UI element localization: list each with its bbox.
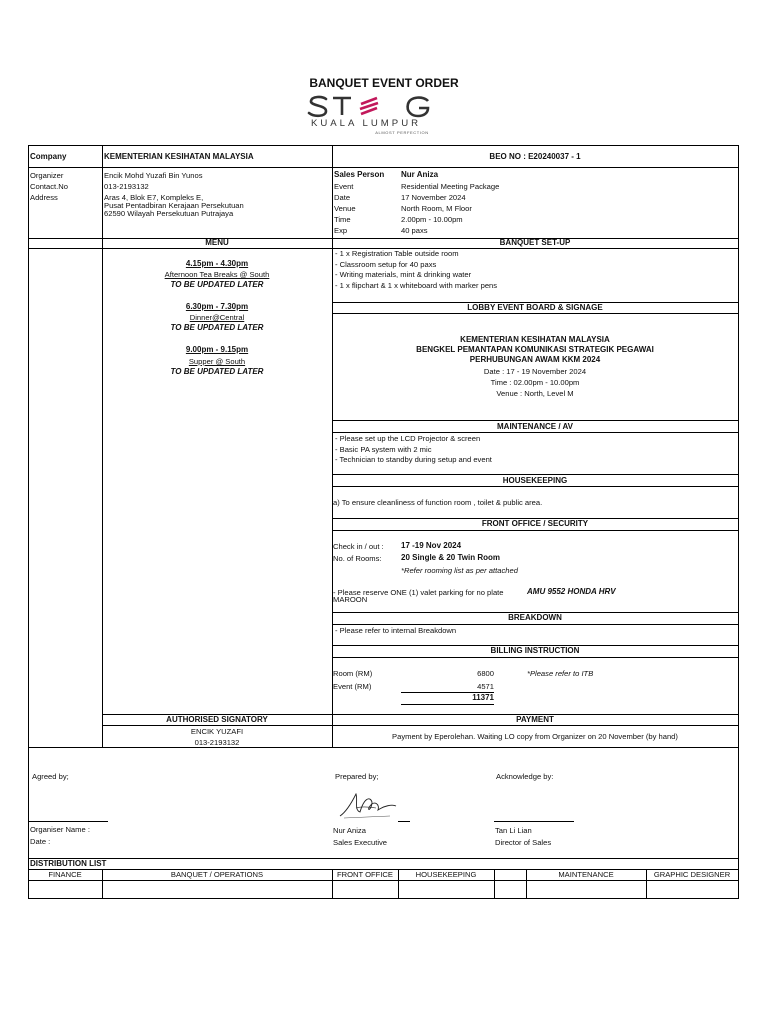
address-line-2: Pusat Pentadbiran Kerajaan Persekutuan xyxy=(104,201,244,210)
distribution-column: FRONT OFFICE xyxy=(337,870,393,879)
sales-person-value: Nur Aniza xyxy=(401,170,439,179)
setup-heading: BANQUET SET-UP xyxy=(499,238,571,247)
setup-item: - Writing materials, mint & drinking water xyxy=(335,270,472,279)
lobby-line: BENGKEL PEMANTAPAN KOMUNIKASI STRATEGIK PEGAWAI xyxy=(416,345,654,354)
distribution-column: HOUSEKEEPING xyxy=(415,870,477,879)
distribution-heading: DISTRIBUTION LIST xyxy=(30,859,107,868)
prepared-title: Sales Executive xyxy=(333,838,388,847)
menu-name: Dinner@Central xyxy=(189,313,245,322)
steg-logo xyxy=(300,94,438,140)
menu-note: TO BE UPDATED LATER xyxy=(170,367,264,376)
prepared-label: Prepared by; xyxy=(335,772,379,781)
rooms-note: *Refer rooming list as per attached xyxy=(401,566,518,575)
time-value: 2.00pm - 10.00pm xyxy=(401,215,463,224)
menu-time: 9.00pm - 9.15pm xyxy=(185,345,249,354)
organiser-date-label: Date : xyxy=(30,837,51,846)
lobby-line: PERHUBUNGAN AWAM KKM 2024 xyxy=(469,355,601,364)
billing-event-label: Event (RM) xyxy=(333,682,372,691)
housekeeping-text: a) To ensure cleanliness of function room , toilet & public area. xyxy=(333,498,543,507)
contact-label: Contact.No xyxy=(30,182,68,191)
rooms-label: No. of Rooms: xyxy=(333,554,382,563)
signature-image xyxy=(336,788,400,824)
lobby-heading: LOBBY EVENT BOARD & SIGNAGE xyxy=(467,303,603,312)
exp-value: 40 paxs xyxy=(401,226,428,235)
agreed-label: Agreed by; xyxy=(32,772,69,781)
lobby-venue: Venue : North, Level M xyxy=(496,389,574,398)
lobby-date: Date : 17 - 19 November 2024 xyxy=(483,367,587,376)
parking-text: - Please reserve ONE (1) valet parking for no plate xyxy=(333,588,504,597)
maintenance-item: - Technician to standby during setup and event xyxy=(335,455,492,464)
organiser-name-label: Organiser Name : xyxy=(30,825,90,834)
lobby-time: Time : 02.00pm - 10.00pm xyxy=(490,378,580,387)
event-value: Residential Meeting Package xyxy=(401,182,500,191)
billing-room-label: Room (RM) xyxy=(333,669,373,678)
setup-item: - Classroom setup for 40 paxs xyxy=(335,260,437,269)
payment-text: Payment by Eperolehan. Waiting LO copy from Organizer on 20 November (by hand) xyxy=(392,732,678,741)
menu-name: Afternoon Tea Breaks @ South xyxy=(164,270,270,279)
acknowledge-title: Director of Sales xyxy=(495,838,552,847)
billing-total: 11371 xyxy=(472,693,494,702)
signatory-phone: 013-2193132 xyxy=(194,738,240,747)
billing-event-value: 4571 xyxy=(477,682,494,691)
venue-label: Venue xyxy=(334,204,356,213)
signatory-heading: AUTHORISED SIGNATORY xyxy=(166,715,268,724)
billing-total-rule-bottom xyxy=(401,704,494,705)
menu-time: 4.15pm - 4.30pm xyxy=(185,259,249,268)
payment-heading: PAYMENT xyxy=(516,715,554,724)
maintenance-heading: MAINTENANCE / AV xyxy=(497,422,573,431)
checkin-value: 17 -19 Nov 2024 xyxy=(401,541,462,550)
checkin-label: Check in / out : xyxy=(333,542,384,551)
setup-item: - 1 x flipchart & 1 x whiteboard with marker pens xyxy=(335,281,498,290)
menu-note: TO BE UPDATED LATER xyxy=(170,323,264,332)
organizer-value: Encik Mohd Yuzafi Bin Yunos xyxy=(104,171,203,180)
address-line-1: Aras 4, Blok E7, Kompleks E, xyxy=(104,193,204,202)
maintenance-item: - Please set up the LCD Projector & screen xyxy=(335,434,481,443)
distribution-column: GRAPHIC DESIGNER xyxy=(653,870,731,879)
signatory-name: ENCIK YUZAFI xyxy=(190,727,244,736)
billing-room-value: 6800 xyxy=(477,669,494,678)
company-name: KEMENTERIAN KESIHATAN MALAYSIA xyxy=(104,152,254,161)
venue-value: North Room, M Floor xyxy=(401,204,472,213)
rooms-value: 20 Single & 20 Twin Room xyxy=(401,553,500,562)
address-line-3: 62590 Wilayah Persekutuan Putrajaya xyxy=(104,209,234,218)
lobby-line: KEMENTERIAN KESIHATAN MALAYSIA xyxy=(460,335,610,344)
billing-heading: BILLING INSTRUCTION xyxy=(490,646,580,655)
date-value: 17 November 2024 xyxy=(401,193,466,202)
menu-time: 6.30pm - 7.30pm xyxy=(185,302,249,311)
event-label: Event xyxy=(334,182,354,191)
prepared-name: Nur Aniza xyxy=(333,826,366,835)
setup-item: - 1 x Registration Table outside room xyxy=(335,249,459,258)
contact-value: 013-2193132 xyxy=(104,182,149,191)
front-office-heading: FRONT OFFICE / SECURITY xyxy=(481,519,589,528)
company-label: Company xyxy=(30,152,67,161)
maintenance-item: - Basic PA system with 2 mic xyxy=(335,445,432,454)
sales-person-label: Sales Person xyxy=(334,170,385,179)
plate-value: AMU 9552 HONDA HRV xyxy=(527,587,616,596)
breakdown-text: - Please refer to internal Breakdown xyxy=(335,626,457,635)
plate-overflow-clip xyxy=(333,595,393,604)
organizer-label: Organizer xyxy=(30,171,64,180)
housekeeping-heading: HOUSEKEEPING xyxy=(502,476,568,485)
logo-subtitle: KUALA LUMPUR xyxy=(310,118,422,129)
menu-name: Supper @ South xyxy=(188,357,246,366)
acknowledge-name: Tan Li Lian xyxy=(495,826,532,835)
breakdown-heading: BREAKDOWN xyxy=(508,613,562,622)
menu-note: TO BE UPDATED LATER xyxy=(170,280,264,289)
exp-label: Exp xyxy=(334,226,348,235)
address-label: Address xyxy=(30,193,58,202)
plate-overflow-text: MAROON xyxy=(333,595,368,604)
menu-heading: MENU xyxy=(205,238,229,247)
distribution-column: BANQUET / OPERATIONS xyxy=(170,870,264,879)
distribution-column: FINANCE xyxy=(48,870,82,879)
document-title: BANQUET EVENT ORDER xyxy=(309,76,459,90)
logo-tagline: ALMOST PERFECTION xyxy=(375,130,429,135)
distribution-column: MAINTENANCE xyxy=(558,870,614,879)
billing-note: *Please refer to ITB xyxy=(527,669,594,678)
acknowledge-label: Acknowledge by: xyxy=(496,772,554,781)
time-label: Time xyxy=(334,215,351,224)
date-label: Date xyxy=(334,193,351,202)
beo-number: BEO NO : E20240037 - 1 xyxy=(489,152,581,161)
